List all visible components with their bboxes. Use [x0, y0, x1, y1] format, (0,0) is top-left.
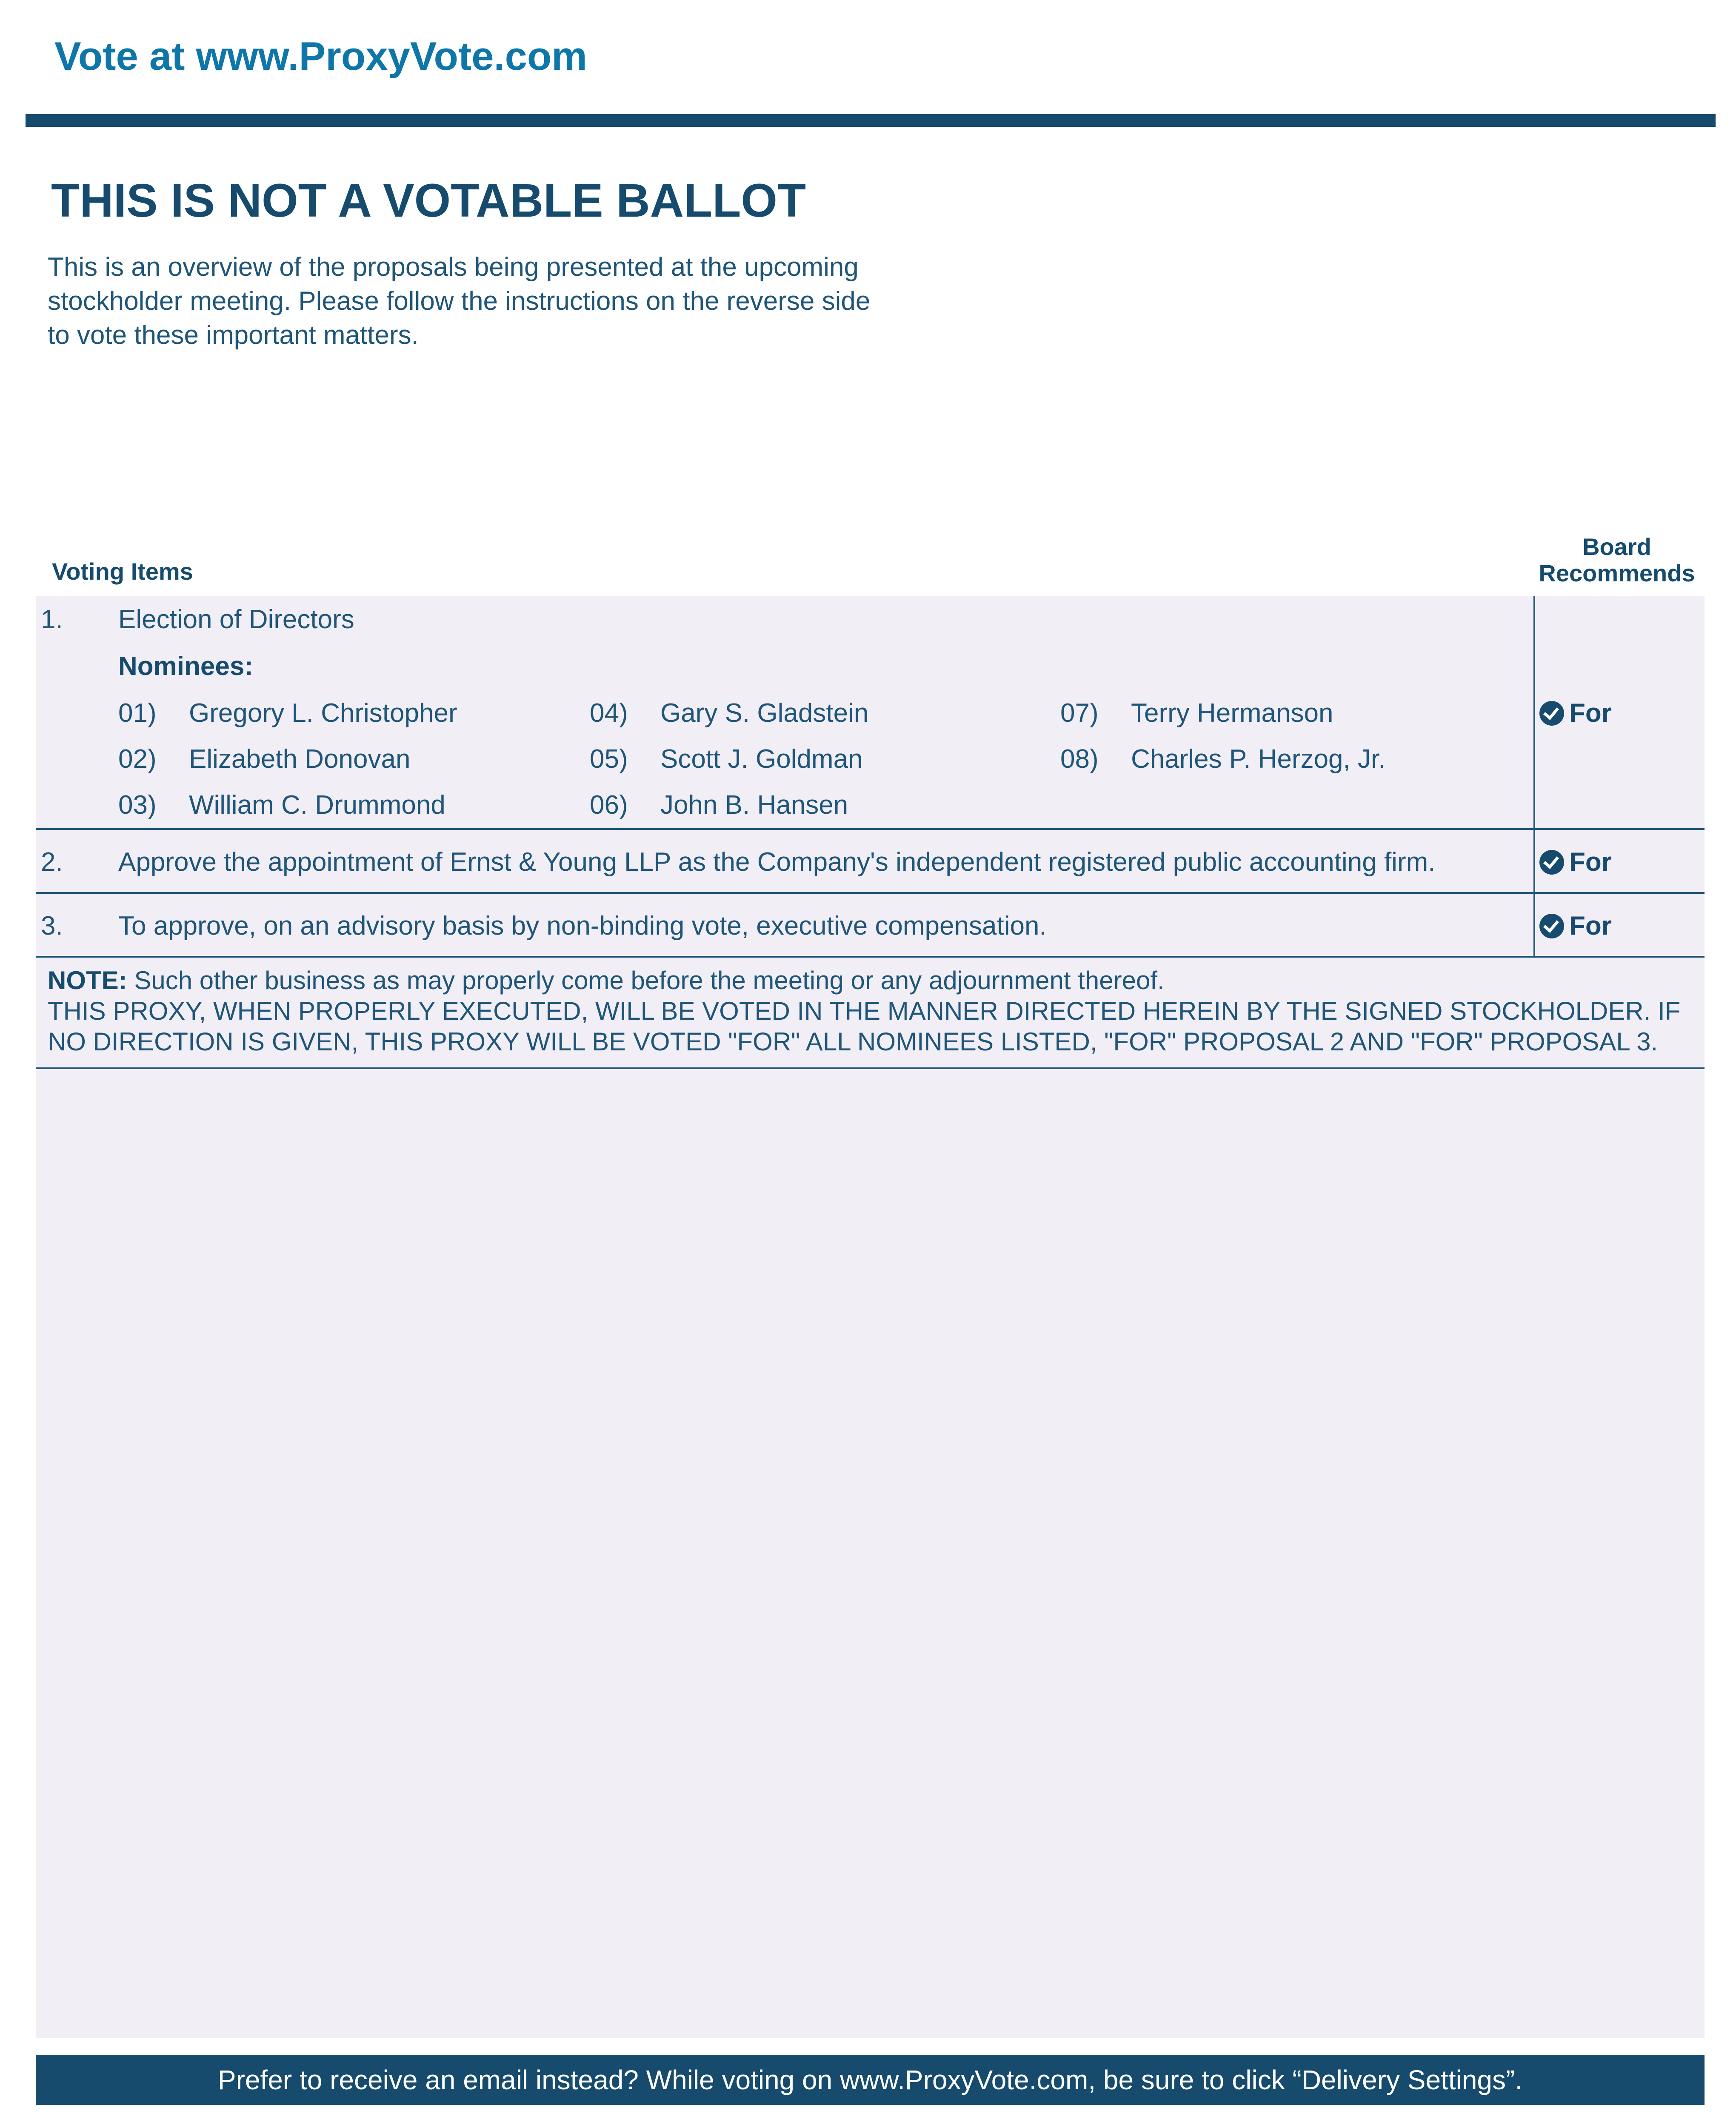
check-circle-icon [1539, 914, 1564, 938]
nominee-number: 04) [590, 698, 628, 728]
row-divider-1 [36, 828, 1705, 830]
recommendation-label: For [1569, 847, 1612, 877]
footer-text: Prefer to receive an email instead? While voting on www.ProxyVote.com, be sure to click “Delivery Settings”. [217, 2065, 1523, 2095]
page-title: THIS IS NOT A VOTABLE BALLOT [51, 174, 806, 227]
nominee-name: John B. Hansen [660, 790, 848, 820]
top-rule [26, 114, 1716, 127]
row-divider-4 [36, 1067, 1705, 1069]
nominee-name: Terry Hermanson [1131, 698, 1333, 728]
row-divider-3 [36, 956, 1705, 958]
row-divider-2 [36, 892, 1705, 894]
nominee-number: 03) [118, 790, 157, 820]
nominee-name: Gregory L. Christopher [189, 698, 457, 728]
voting-items-header: Voting Items [52, 558, 193, 585]
check-circle-icon [1539, 701, 1564, 726]
nominee-number: 01) [118, 698, 157, 728]
recommendation-divider [1533, 596, 1535, 958]
board-recommendation [1539, 847, 1612, 877]
note-label: NOTE: [48, 966, 127, 995]
nominee-number: 02) [118, 744, 157, 774]
board-recommends-line1: Board [1582, 533, 1651, 560]
nominee-name: William C. Drummond [189, 790, 445, 820]
nominee-number: 05) [590, 744, 628, 774]
nominees-label: Nominees: [118, 652, 253, 681]
board-recommends-header [1523, 534, 1710, 586]
nominee-name: Elizabeth Donovan [189, 744, 411, 774]
nominee-name: Charles P. Herzog, Jr. [1131, 744, 1386, 774]
nominee-name: Scott J. Goldman [660, 744, 863, 774]
check-circle-icon [1539, 850, 1564, 875]
nominee-name: Gary S. Gladstein [660, 698, 869, 728]
item-number: 3. [41, 911, 63, 941]
nominee-number: 07) [1060, 698, 1099, 728]
board-recommendation [1539, 911, 1612, 941]
item-text: Approve the appointment of Ernst & Young LLP as the Company's independent registered public accounting firm. [118, 847, 1436, 877]
item-number: 2. [41, 847, 63, 877]
item-text: To approve, on an advisory basis by non-binding vote, executive compensation. [118, 911, 1047, 941]
footer-banner [36, 2055, 1705, 2105]
note-text: Such other business as may properly come before the meeting or any adjournment thereof. [127, 966, 1165, 995]
nominee-number: 08) [1060, 744, 1099, 774]
intro-text: This is an overview of the proposals being presented at the upcoming stockholder meeting. Please follow the instructions on the reverse side to vote these important matters. [48, 252, 871, 350]
nominee-number: 06) [590, 790, 628, 820]
item-number: 1. [41, 605, 63, 634]
item-text: Election of Directors [118, 605, 354, 634]
recommendation-label: For [1569, 911, 1612, 941]
note-section [48, 965, 1699, 1057]
board-recommendation [1539, 698, 1612, 728]
board-recommends-line2: Recommends [1539, 560, 1695, 586]
recommendation-label: For [1569, 698, 1612, 728]
proxy-disclaimer: THIS PROXY, WHEN PROPERLY EXECUTED, WILL BE VOTED IN THE MANNER DIRECTED HEREIN BY THE SIGNED STOCKHOLDER. IF NO DIRECTION IS GIVEN, THIS PROXY WILL BE VOTED "FOR" ALL NOMINEES LISTED, "FOR" PROPOSAL 2 AND "FOR" PROPOSAL 3. [48, 997, 1681, 1056]
vote-at-proxyvote-link[interactable]: Vote at www.ProxyVote.com [54, 34, 587, 78]
